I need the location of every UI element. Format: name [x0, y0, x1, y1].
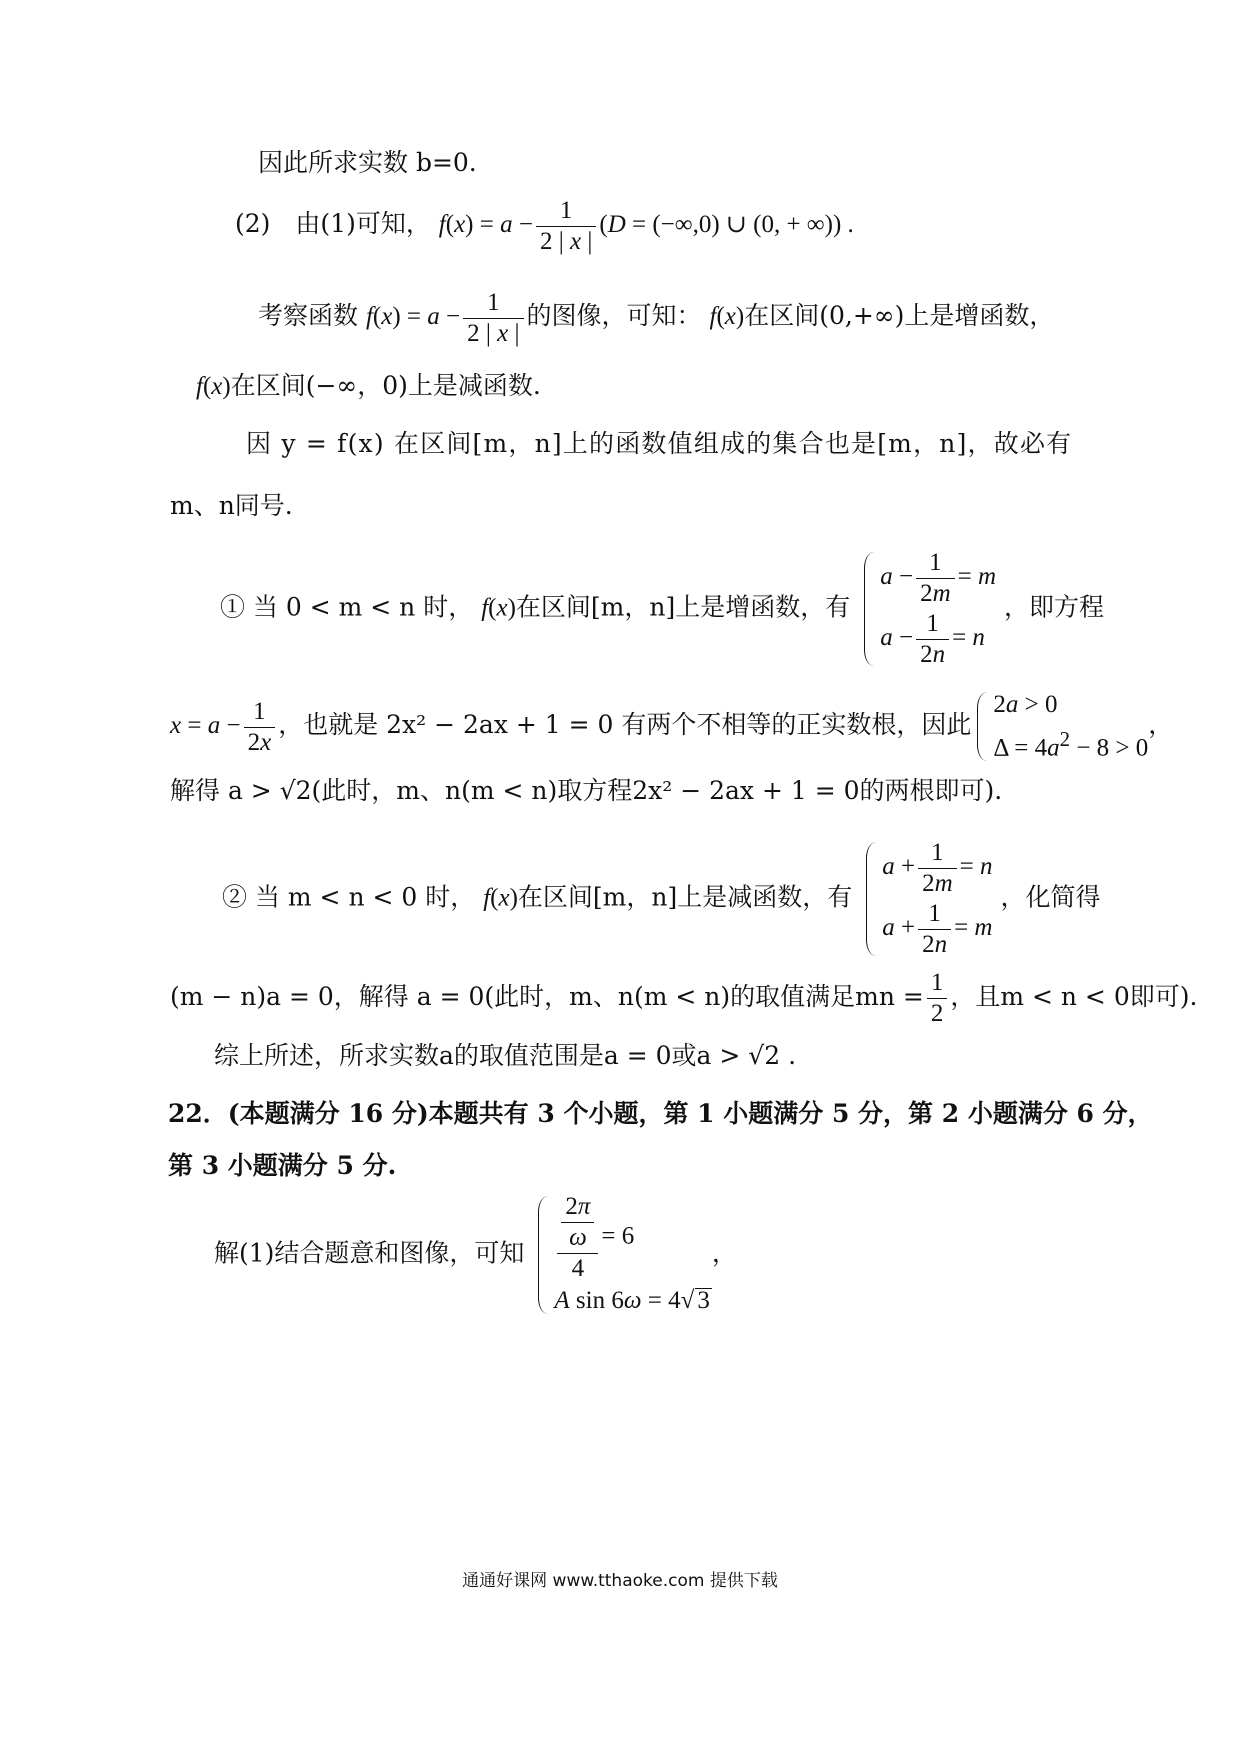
equation-system: 2a > 0 $\Delta = 4a^2 - 8 > 0$ — [971, 688, 1148, 765]
formula-line: x = a − $\frac{1}{2x}$ ，也就是 2x² − 2ax + 1 = 0 有两个不相等的正实数根，因此 2a > 0 $\Delta = 4a^2 - 8 > 0$ ， — [170, 688, 1173, 765]
text-segment: (m − n)a = 0，解得 a = 0(此时，m、n(m < n)的取值满足mn = — [170, 982, 924, 1011]
page-footer: 通通好课网 www.tthaoke.com 提供下载 — [462, 1571, 778, 1591]
question-heading: 第 3 小题满分 5 分. — [168, 1151, 397, 1180]
formula: f(x) — [481, 594, 516, 622]
text-segment: 在区间(−∞，0)上是减函数. — [230, 371, 541, 400]
text-segment: 在区间(0,+∞)上是增函数， — [744, 301, 1055, 331]
equation-system: a + $\frac{1}{2m}$ = n a + $\frac{1}{2n}$ = m — [860, 838, 992, 960]
text-line: 解得 a > √2(此时，m、n(m < n)取方程2x² − 2ax + 1 = 0的两根即可). — [170, 776, 1003, 805]
text-segment: (2) 由(1)可知， — [235, 209, 431, 239]
formula: f(x) = a − $\frac{1}{2 | x |}$ — [366, 303, 527, 330]
formula: f(x) — [483, 884, 518, 912]
text-line: m、n同号. — [170, 491, 293, 520]
text-segment: 在区间[m，n]上是增函数，有 — [515, 592, 851, 622]
text-segment: ，化简得 — [1000, 882, 1101, 912]
formula-line — [170, 968, 1197, 1029]
formula-line — [222, 838, 1100, 960]
question-heading: 22．(本题满分 16 分)本题共有 3 个小题，第 1 小题满分 5 分，第 2 小题满分 6 分， — [168, 1099, 1153, 1128]
text-segment: 的图像，可知： — [526, 301, 702, 331]
formula: f(x) — [196, 373, 231, 400]
text-line: 因 y = f(x) 在区间[m，n]上的函数值组成的集合也是[m，n]，故必有 — [246, 429, 1073, 458]
text-segment: 考察函数 — [258, 301, 359, 331]
text-segment: ② 当 m < n < 0 时， — [222, 882, 476, 912]
equation-system: $\frac{\frac{2\pi}{\omega}}{4}$ = 6 A sin 6ω = 4√ 3 — [532, 1192, 711, 1318]
text-segment: ，即方程 — [1004, 592, 1105, 622]
text-segment: ① 当 0 < m < n 时， — [220, 592, 474, 622]
equation-system: a − $\frac{1}{2m}$ = m a − $\frac{1}{2n}$ = n — [858, 548, 996, 670]
formula: f(x) = a − $\frac{1}{2 | x |}$ (D = (−∞,0) ∪ (0, + ∞)) . — [438, 197, 854, 255]
formula-line — [258, 288, 1054, 349]
text-line: 综上所述，所求实数a的取值范围是a = 0或a > √2 . — [214, 1041, 797, 1070]
text-segment: ，也就是 2x² − 2ax + 1 = 0 有两个不相等的正实数根，因此 — [278, 710, 972, 740]
formula-line: 解(1)结合题意和图像，可知 $\frac{\frac{2\pi}{\omega}}{4}$ = 6 A sin 6ω = 4√ 3 ， — [214, 1192, 737, 1318]
text-segment: 解(1)结合题意和图像，可知 — [214, 1238, 525, 1268]
fraction: $\frac{1}{2}$ — [927, 968, 948, 1029]
formula: f(x) — [709, 303, 745, 331]
text-line: 因此所求实数 b=0. — [258, 148, 477, 177]
text-segment: 在区间[m，n]上是减函数，有 — [517, 882, 853, 912]
text-segment: ，且m < n < 0即可). — [950, 982, 1198, 1011]
formula-line — [220, 548, 1104, 670]
formula-line — [196, 370, 541, 403]
formula-line — [235, 196, 854, 257]
formula: x = a − $\frac{1}{2x}$ — [170, 712, 278, 739]
